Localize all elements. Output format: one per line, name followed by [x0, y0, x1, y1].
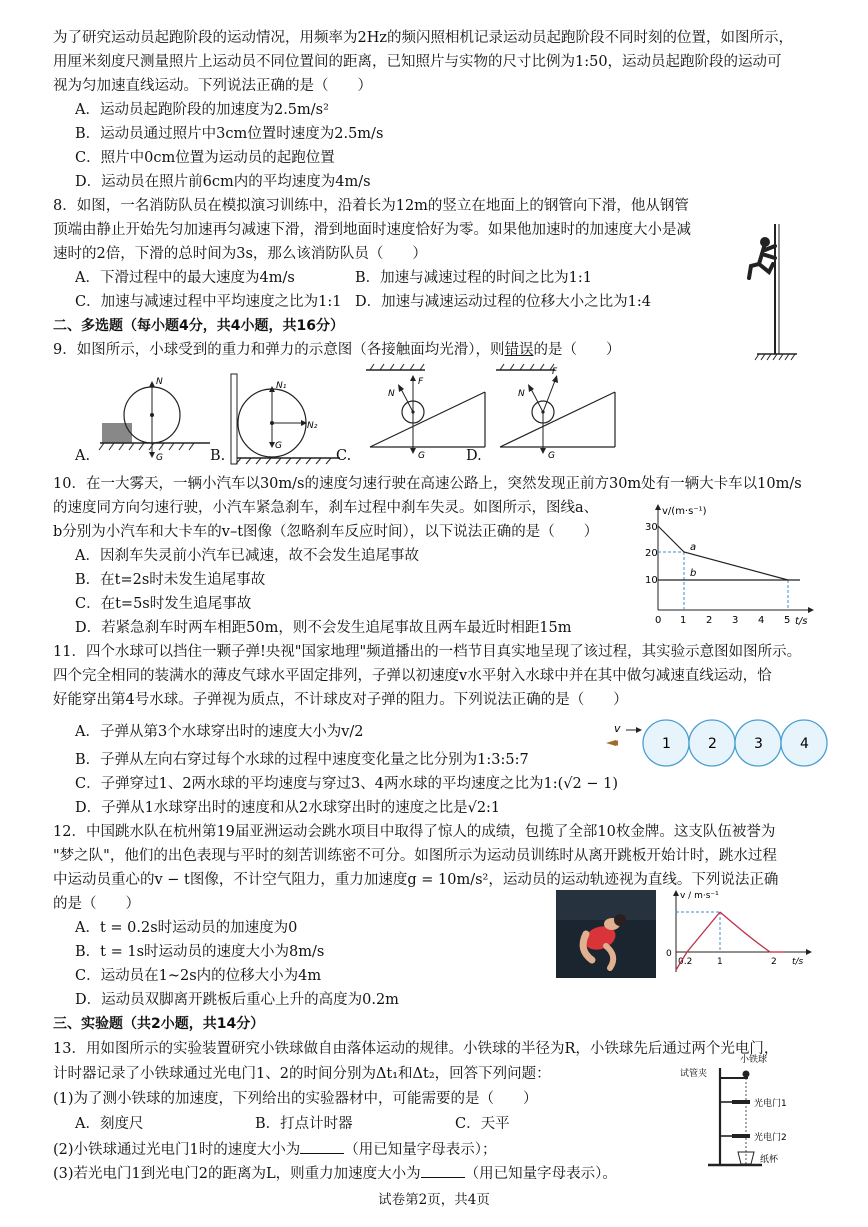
q10-ylabel: v/(m·s⁻¹): [662, 506, 707, 517]
q7-option-c: C．照片中0cm位置为运动员的起跑位置: [75, 150, 335, 166]
q8-stem-line3: 速时的2倍，下滑的总时间为3s，那么该消防队员（ ）: [53, 246, 427, 262]
q13-part3-blank[interactable]: [421, 1163, 465, 1178]
q9a-n-label: N: [156, 377, 163, 387]
q8-stem-line1: 8．如图，一名消防队员在模拟演习训练中，沿着长为12m的竖立在地面上的钢管向下滑，他从钢管: [53, 198, 689, 214]
q12-xtick-2: 2: [771, 957, 777, 967]
q8-option-d: D．加速与减速运动过程的位移大小之比为1:4: [355, 294, 651, 310]
q9-label-a: A.: [75, 448, 91, 464]
q10-ytick-10: 10: [645, 575, 658, 586]
q10-xtick-0: 0: [655, 615, 662, 626]
q9c-n-label: N: [388, 389, 395, 399]
q10-xtick-2: 2: [706, 615, 713, 626]
q9-stem-text-a: 9．如图所示，小球受到的重力和弹力的示意图（各接触面均光滑），则: [53, 342, 505, 358]
q8-option-a: A．下滑过程中的最大速度为4m/s: [75, 270, 295, 286]
q10-ytick-30: 30: [645, 522, 658, 533]
q9b-n2-label: N₂: [307, 421, 318, 431]
q13-part3-text: (3)若光电门1到光电门2的距离为L，则重力加速度大小为: [53, 1166, 421, 1182]
q9b-n1-label: N₁: [276, 381, 287, 391]
page-footer: 试卷第2页，共4页: [378, 1192, 490, 1208]
q12-stem-line1: 12．中国跳水队在杭州第19届亚洲运动会跳水项目中取得了惊人的成绩，包揽了全部10枚金牌。这支队伍被誉为: [53, 824, 776, 840]
q13-ball-label: 小铁球: [740, 1055, 768, 1065]
q12-origin: 0: [666, 949, 672, 959]
q11-water-balls-figure: [600, 716, 840, 771]
q8-stem-line2: 顶端由静止开始先匀加速再匀减速下滑，滑到地面时速度恰好为零。如果他加速时的加速度大小是减: [53, 222, 691, 238]
q11-ball-2: 2: [708, 736, 717, 752]
q13-part3-real-visible: [53, 1163, 617, 1184]
q10-xtick-1: 1: [680, 615, 687, 626]
q10-stem-line1: 10．在一大雾天，一辆小汽车以30m/s的速度匀速行驶在高速公路上，突然发现正前方30m处有一辆大卡车以10m/s: [53, 476, 802, 492]
q9d-n-label: N: [518, 389, 525, 399]
q9c-f-label: F: [418, 377, 424, 387]
section-3-heading: 三、实验题（共2小题，共14分）: [53, 1016, 265, 1032]
q13-clamp-label: 试管夹: [680, 1069, 708, 1079]
q13-part2-suffix: （用已知量字母表示）；: [344, 1142, 497, 1158]
q13-apparatus-figure: [680, 1052, 830, 1174]
q12-ylabel: v / m·s⁻¹: [680, 891, 719, 901]
q13-part3-suffix: （用已知量字母表示）。: [464, 1166, 617, 1182]
q10-option-d: D．若紧急刹车时两车相距50m，则不会发生追尾事故且两车最近时相距15m: [75, 620, 572, 636]
q10-line-b-label: b: [690, 568, 697, 579]
q9-label-b: B.: [210, 448, 226, 464]
q12-vt-graph: [660, 888, 820, 978]
q9b-g-label: G: [275, 441, 282, 451]
q8-option-c: C．加速与减速过程中平均速度之比为1:1: [75, 294, 342, 310]
q10-option-a: A．因刹车失灵前小汽车已减速，故不会发生追尾事故: [75, 548, 419, 564]
q11-stem-line2: 四个完全相同的装满水的薄皮气球水平固定排列，子弹以初速度v水平射入水球中并在其中做匀减速直线运动，恰: [53, 668, 772, 684]
q9-stem-underlined: 错误: [504, 342, 534, 358]
q10-xtick-4: 4: [758, 615, 765, 626]
q9-diagram-d: [490, 362, 620, 462]
q9-diagram-b: [225, 368, 345, 468]
diver-photo: [556, 890, 656, 978]
q11-ball-3: 3: [754, 736, 763, 752]
q12-option-b: B．t = 1s时运动员的速度大小为8m/s: [75, 944, 325, 960]
q9c-g-label: G: [418, 451, 425, 461]
q9-stem-text-b: 的是（ ）: [533, 342, 621, 358]
q13-part2: [53, 1139, 497, 1160]
q9-diagram-a: [70, 368, 210, 468]
q13-option-a: A．刻度尺: [75, 1116, 144, 1132]
q12-option-c: C．运动员在1~2s内的位移大小为4m: [75, 968, 322, 984]
q13-part2-text: (2)小铁球通过光电门1时的速度大小为: [53, 1142, 301, 1158]
q9-label-d: D.: [466, 448, 482, 464]
q9a-g-label: G: [156, 453, 163, 463]
q10-option-b: B．在t=2s时未发生追尾事故: [75, 572, 266, 588]
q12-xtick-0-2: 0.2: [678, 957, 693, 967]
q13-part1: (1)为了测小铁球的加速度，下列给出的实验器材中，可能需要的是（ ）: [53, 1091, 538, 1107]
q10-ytick-20: 20: [645, 548, 658, 559]
q7-stem-line3: 视为匀加速直线运动。下列说法正确的是（ ）: [53, 78, 372, 94]
q13-stem-line1: 13．用如图所示的实验装置研究小铁球做自由落体运动的规律。小铁球的半径为R，小铁球先后通过两个光电门，: [53, 1041, 779, 1057]
q13-part2-blank[interactable]: [300, 1139, 344, 1154]
q13-stem-line2: 计时器记录了小铁球通过光电门1、2的时间分别为Δt₁和Δt₂，回答下列问题：: [53, 1066, 551, 1082]
q11-stem-line3: 好能穿出第4号水球。子弹视为质点，不计球皮对子弹的阻力。下列说法正确的是（ ）: [53, 692, 628, 708]
q11-option-d: D．子弹从1水球穿出时的速度和从2水球穿出时的速度之比是√2:1: [75, 800, 501, 816]
q12-option-d: D．运动员双脚离开跳板后重心上升的高度为0.2m: [75, 992, 399, 1008]
q11-option-a: A．子弹从第3个水球穿出时的速度大小为v/2: [75, 724, 364, 740]
section-2-heading: 二、多选题（每小题4分，共4小题，共16分）: [53, 318, 344, 334]
q13-option-b: B．打点计时器: [255, 1116, 353, 1132]
q11-ball-1: 1: [662, 736, 671, 752]
q12-option-a: A．t = 0.2s时运动员的加速度为0: [75, 920, 298, 936]
q12-xtick-1: 1: [717, 957, 723, 967]
q13-gate2-label: 光电门2: [754, 1133, 787, 1143]
q7-option-a: A．运动员起跑阶段的加速度为2.5m/s²: [75, 102, 329, 118]
q9d-f-label: F: [552, 367, 558, 377]
q11-v-label: v: [614, 722, 621, 735]
q10-xtick-3: 3: [732, 615, 739, 626]
q12-stem-line3: 中运动员重心的v − t图像，不计空气阻力，重力加速度g = 10m/s²，运动员的运动轨迹视为直线。下列说法正确: [53, 872, 779, 888]
q10-vt-graph: [640, 500, 820, 630]
q11-option-b: B．子弹从左向右穿过每个水球的过程中速度变化量之比分别为1:3:5:7: [75, 752, 529, 768]
q13-option-c: C．天平: [455, 1116, 510, 1132]
q11-stem-line1: 11．四个水球可以挡住一颗子弹!央视"国家地理"频道播出的一档节目真实地呈现了该过程，其实验示意图如图所示。: [53, 644, 802, 660]
q12-stem-line2: "梦之队"，他们的出色表现与平时的刻苦训练密不可分。如图所示为运动员训练时从离开跳板开始计时，跳水过程: [53, 848, 777, 864]
q10-option-c: C．在t=5s时发生追尾事故: [75, 596, 252, 612]
q7-stem-line1: 为了研究运动员起跑阶段的运动情况，用频率为2Hz的频闪照相机记录运动员起跑阶段不同时刻的位置，如图所示，: [53, 30, 794, 46]
q13-gate1-label: 光电门1: [754, 1099, 787, 1109]
q11-ball-4: 4: [800, 736, 809, 752]
firefighter-pole-figure: [735, 216, 815, 366]
q11-option-c: C．子弹穿过1、2两水球的平均速度与穿过3、4两水球的平均速度之比为1:(√2 − 1): [75, 776, 618, 792]
q10-xtick-5: 5: [784, 615, 791, 626]
q7-stem-line2: 用厘米刻度尺测量照片上运动员不同位置间的距离，已知照片与实物的尺寸比例为1:50，运动员起跑阶段的运动可: [53, 54, 782, 70]
q12-xlabel: t/s: [792, 957, 804, 967]
q10-stem-line3: b分别为小汽车和大卡车的v–t图像（忽略刹车反应时间），以下说法正确的是（ ）: [53, 524, 599, 540]
q9-stem: [53, 340, 620, 360]
q7-option-b: B．运动员通过照片中3cm位置时速度为2.5m/s: [75, 126, 384, 142]
q12-stem-line4: 的是（ ）: [53, 896, 140, 912]
q10-stem-line2: 的速度同方向匀速行驶，小汽车紧急刹车，刹车过程中刹车失灵。如图所示，图线a、: [53, 500, 599, 516]
q10-line-a-label: a: [690, 542, 697, 553]
q9-label-c: C.: [336, 448, 352, 464]
q9d-g-label: G: [548, 451, 555, 461]
q8-option-b: B．加速与减速过程的时间之比为1:1: [355, 270, 592, 286]
q10-xlabel: t/s: [795, 616, 808, 627]
q13-cup-label: 纸杯: [760, 1155, 779, 1165]
q7-option-d: D．运动员在照片前6cm内的平均速度为4m/s: [75, 174, 371, 190]
